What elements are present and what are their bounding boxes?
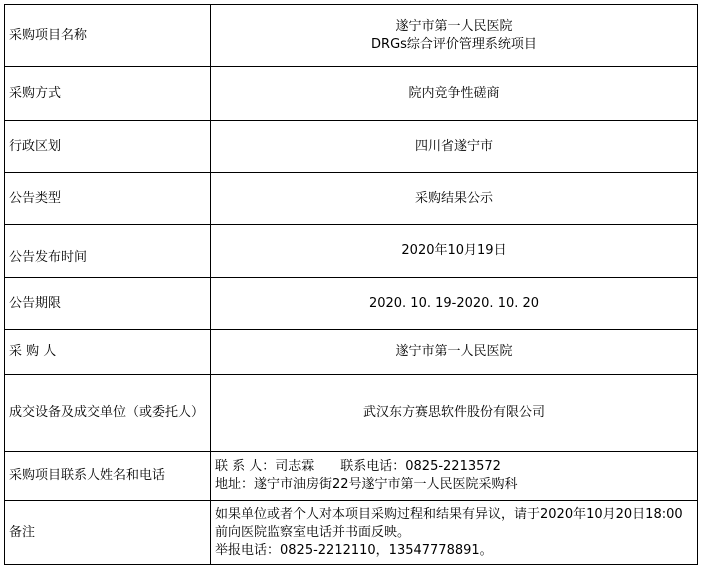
- value-project-name: [211, 5, 698, 67]
- contact-line: [215, 458, 693, 476]
- remarks-text: 如果单位或者个人对本项目采购过程和结果有异议，请于2020年10月20日18:00前向医院监察室电话并书面反映。: [215, 506, 683, 540]
- table-row: [5, 225, 698, 278]
- label-method: 采购方式: [5, 67, 211, 121]
- table-row: [5, 501, 698, 565]
- label-contact: 采购项目联系人姓名和电话: [5, 452, 211, 501]
- table-row: [5, 278, 698, 330]
- table-row: [5, 375, 698, 452]
- value-purchaser: 遂宁市第一人民医院: [211, 330, 698, 375]
- label-winner: 成交设备及成交单位（或委托人）: [5, 375, 211, 452]
- table-row: [5, 173, 698, 225]
- label-notice-type: 公告类型: [5, 173, 211, 225]
- value-method: 院内竞争性磋商: [211, 67, 698, 121]
- project-name-line-2: DRGs综合评价管理系统项目: [371, 36, 537, 52]
- table-row: [5, 452, 698, 501]
- value-remarks: [211, 501, 698, 565]
- table-row: [5, 330, 698, 375]
- label-remarks: 备注: [5, 501, 211, 565]
- table-row: [5, 121, 698, 173]
- label-purchaser: 采 购 人: [5, 330, 211, 375]
- label-region: 行政区划: [5, 121, 211, 173]
- report-phone: 举报电话：0825-2212110，13547778891。: [215, 542, 493, 558]
- contact-address: 地址：遂宁市油房街22号遂宁市第一人民医院采购科: [215, 477, 518, 492]
- label-project-name: 采购项目名称: [5, 5, 211, 67]
- project-name-line-1: 遂宁市第一人民医院: [395, 18, 513, 34]
- contact-phone: 联系电话：0825-2213572: [340, 459, 501, 474]
- table-row: [5, 67, 698, 121]
- label-period: 公告期限: [5, 278, 211, 330]
- value-publish-time: 2020年10月19日: [211, 225, 698, 278]
- contact-person: 联 系 人：司志霖: [215, 459, 315, 474]
- value-winner: 武汉东方赛思软件股份有限公司: [211, 375, 698, 452]
- label-publish-time: 公告发布时间: [5, 225, 211, 278]
- value-region: 四川省遂宁市: [211, 121, 698, 173]
- value-notice-type: 采购结果公示: [211, 173, 698, 225]
- value-contact: [211, 452, 698, 501]
- procurement-notice-table: [4, 4, 698, 565]
- table-row: [5, 5, 698, 67]
- value-period: 2020. 10. 19-2020. 10. 20: [211, 278, 698, 330]
